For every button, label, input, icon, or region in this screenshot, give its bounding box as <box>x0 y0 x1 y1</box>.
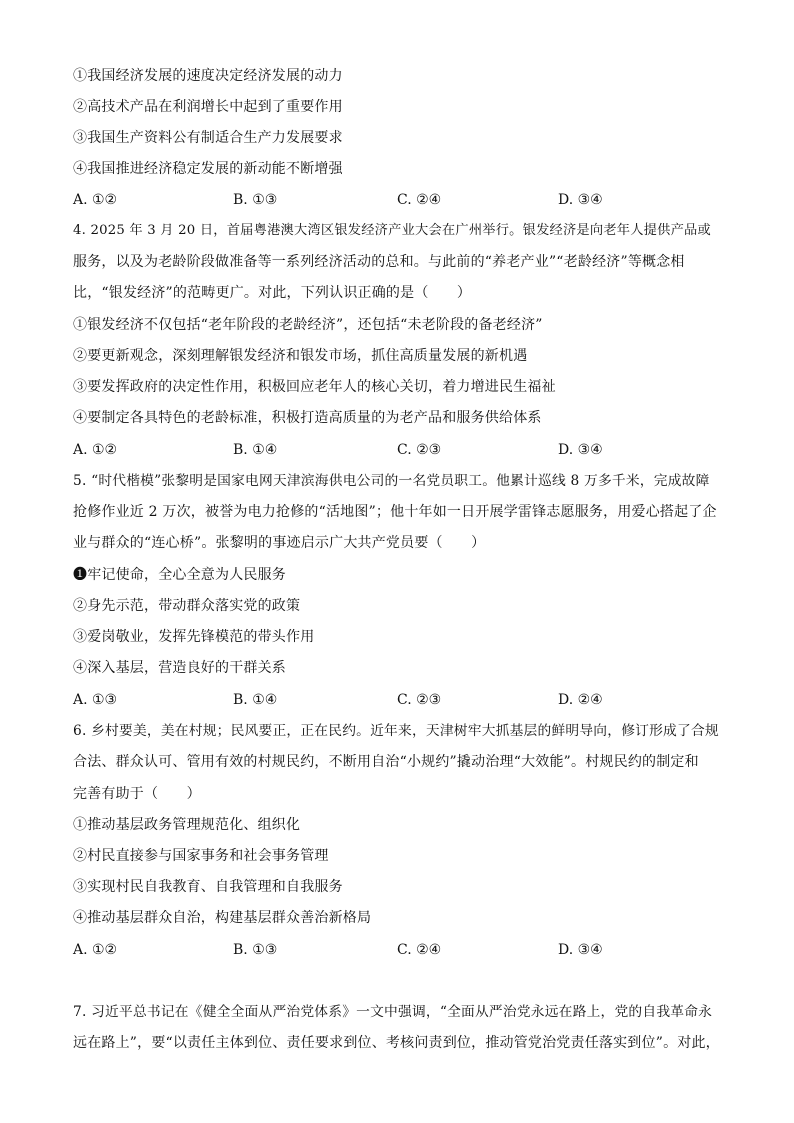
option-c: C. ②③ <box>397 692 442 708</box>
q7-stem-line-1: 7. 习近平总书记在《健全全面从严治党体系》一文中强调，“全面从严治党永远在路上，党的自我革命永 <box>73 1004 713 1020</box>
q5-statement-4: ④深入基层，营造良好的干群关系 <box>73 660 286 676</box>
q4-statement-2: ②要更新观念，深刻理解银发经济和银发市场，抓住高质量发展的新机遇 <box>73 348 528 364</box>
q5-statement-1: ❶牢记使命，全心全意为人民服务 <box>73 567 286 583</box>
q6-statement-1: ①推动基层政务管理规范化、组织化 <box>73 817 301 833</box>
q4-stem-line-1: 4. 2025 年 3 月 20 日，首届粤港澳大湾区银发经济产业大会在广州举行。银发经济是向老年人提供产品或 <box>73 223 711 238</box>
q4-statement-3: ③要发挥政府的决定性作用，积极回应老年人的核心关切，着力增进民生福祉 <box>73 379 556 395</box>
q4-options <box>73 440 723 460</box>
q3-statement-1: ①我国经济发展的速度决定经济发展的动力 <box>73 68 343 84</box>
q6-statement-2: ②村民直接参与国家事务和社会事务管理 <box>73 848 329 864</box>
option-d: D. ③④ <box>558 942 603 958</box>
q5-options <box>73 690 723 710</box>
q4-stem-line-3: 比，“银发经济”的范畴更广。对此，下列认识正确的是（ ） <box>73 285 472 301</box>
q6-options <box>73 940 723 960</box>
option-d: D. ③④ <box>558 192 603 208</box>
option-a: A. ①② <box>73 942 118 958</box>
q5-statement-2: ②身先示范，带动群众落实党的政策 <box>73 598 301 614</box>
option-b: B. ①④ <box>233 692 278 708</box>
option-d: D. ②④ <box>558 692 603 708</box>
q6-stem-line-3: 完善有助于（ ） <box>73 786 201 802</box>
q6-statement-4: ④推动基层群众自治，构建基层群众善治新格局 <box>73 910 372 926</box>
q7-stem-line-2: 远在路上”，要“以责任主体到位、责任要求到位、考核问责到位，推动管党治党责任落实到位”。对此， <box>73 1035 720 1051</box>
option-c: C. ②④ <box>397 192 442 208</box>
q5-stem-line-2: 抢修作业近 2 万次，被誉为电力抢修的“活地图”；他十年如一日开展学雷锋志愿服务，用爱心搭起了企 <box>73 504 717 520</box>
q5-stem-line-1: 5. “时代楷模”张黎明是国家电网天津滨海供电公司的一名党员职工。他累计巡线 8 万多千米，完成故障 <box>73 473 710 489</box>
q4-statement-4: ④要制定各具特色的老龄标准，积极打造高质量的为老产品和服务供给体系 <box>73 410 542 426</box>
option-b: B. ①③ <box>233 192 278 208</box>
q3-statement-4: ④我国推进经济稳定发展的新动能不断增强 <box>73 161 343 177</box>
q3-statement-2: ②高技术产品在利润增长中起到了重要作用 <box>73 99 343 115</box>
option-a: A. ①③ <box>73 692 118 708</box>
option-c: C. ②③ <box>397 442 442 458</box>
option-a: A. ①② <box>73 442 118 458</box>
q6-statement-3: ③实现村民自我教育、自我管理和自我服务 <box>73 879 343 895</box>
q6-stem-line-1: 6. 乡村要美，美在村规；民风要正，正在民约。近年来，天津树牢大抓基层的鲜明导向，修订形成了合规 <box>73 723 719 739</box>
option-b: B. ①④ <box>233 442 278 458</box>
option-c: C. ②④ <box>397 942 442 958</box>
q5-stem-line-3: 业与群众的“连心桥”。张黎明的事迹启示广大共产党员要（ ） <box>73 535 486 551</box>
q4-stem-line-2: 服务，以及为老龄阶段做准备等一系列经济活动的总和。与此前的“养老产业”“老龄经济”等概念相 <box>73 254 685 270</box>
q5-statement-3: ③爱岗敬业，发挥先锋模范的带头作用 <box>73 629 315 645</box>
option-a: A. ①② <box>73 192 118 208</box>
option-d: D. ③④ <box>558 442 603 458</box>
q3-statement-3: ③我国生产资料公有制适合生产力发展要求 <box>73 130 343 146</box>
q3-options <box>73 190 723 210</box>
q6-stem-line-2: 合法、群众认可、管用有效的村规民约，不断用自治“小规约”撬动治理“大效能”。村规民约的制定和 <box>73 754 699 770</box>
option-b: B. ①③ <box>233 942 278 958</box>
q4-statement-1: ①银发经济不仅包括“老年阶段的老龄经济”，还包括“未老阶段的备老经济” <box>73 317 543 333</box>
